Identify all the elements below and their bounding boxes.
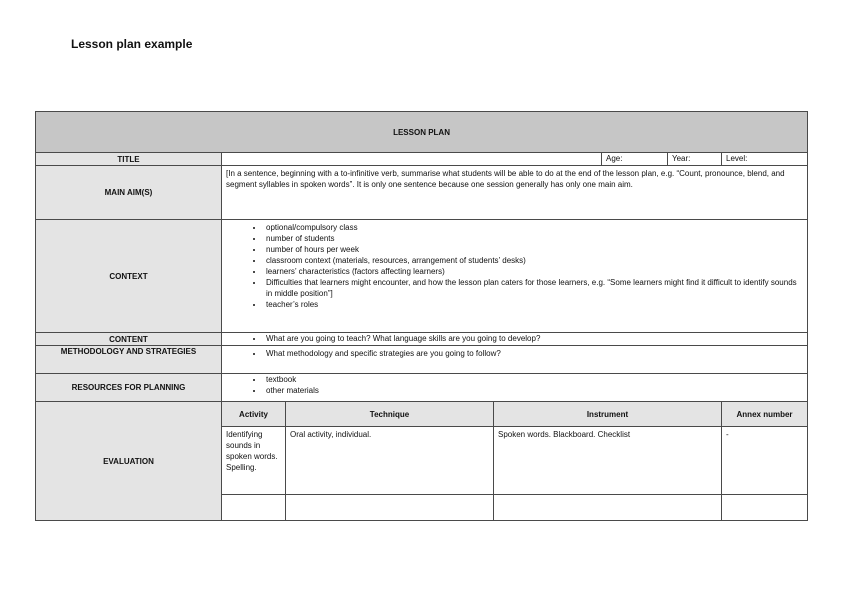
context-item: • number of students [264,233,803,244]
resources-item: • other materials [264,385,803,396]
eval-header-activity: Activity [222,402,286,427]
eval-activity[interactable] [222,495,286,521]
context-label: CONTEXT [36,220,222,333]
eval-instrument: Spoken words. Blackboard. Checklist [494,427,722,495]
context-item: • number of hours per week [264,244,803,255]
title-value[interactable] [222,153,602,166]
content-cell [222,333,808,346]
level-field[interactable]: Level: [722,153,808,166]
context-list [226,222,803,310]
document-title: Lesson plan example [71,37,193,51]
eval-header-instrument: Instrument [494,402,722,427]
context-item: • Difficulties that learners might encounter, and how the lesson plan caters for those learners, e.g. “Some learners might find it difficult to identify sounds in middle position”] [264,277,803,299]
methodology-label: METHODOLOGY AND STRATEGIES [36,346,222,374]
methodology-cell [222,346,808,374]
eval-activity: Identifying sounds in spoken words. Spelling. [222,427,286,495]
context-item: • optional/compulsory class [264,222,803,233]
resources-item: • textbook [264,374,803,385]
lesson-plan-header: LESSON PLAN [36,112,808,153]
lesson-plan-table [35,111,808,521]
content-item: • What are you going to teach? What language skills are you going to develop? [264,333,803,344]
context-item: • teacher’s roles [264,299,803,310]
methodology-item: • What methodology and specific strategies are you going to follow? [264,348,803,359]
eval-header-technique: Technique [286,402,494,427]
context-cell [222,220,808,333]
evaluation-label: EVALUATION [36,402,222,521]
main-aim-label: MAIN AIM(S) [36,166,222,220]
eval-instrument[interactable] [494,495,722,521]
content-label: CONTENT [36,333,222,346]
title-label: TITLE [36,153,222,166]
resources-cell [222,374,808,402]
age-field[interactable]: Age: [602,153,668,166]
eval-annex[interactable] [722,495,808,521]
year-field[interactable]: Year: [668,153,722,166]
context-item: • classroom context (materials, resources, arrangement of students’ desks) [264,255,803,266]
eval-annex: - [722,427,808,495]
main-aim-text: [In a sentence, beginning with a to-infinitive verb, summarise what students will be able to do at the end of the lesson plan, e.g. “Count, pronounce, blend, and segment syllables in spoken words”. It is only one sentence because one session generally has only one main aim. [222,166,808,220]
context-item: • learners’ characteristics (factors affecting learners) [264,266,803,277]
eval-technique: Oral activity, individual. [286,427,494,495]
eval-header-annex: Annex number [722,402,808,427]
eval-technique[interactable] [286,495,494,521]
resources-label: RESOURCES FOR PLANNING [36,374,222,402]
